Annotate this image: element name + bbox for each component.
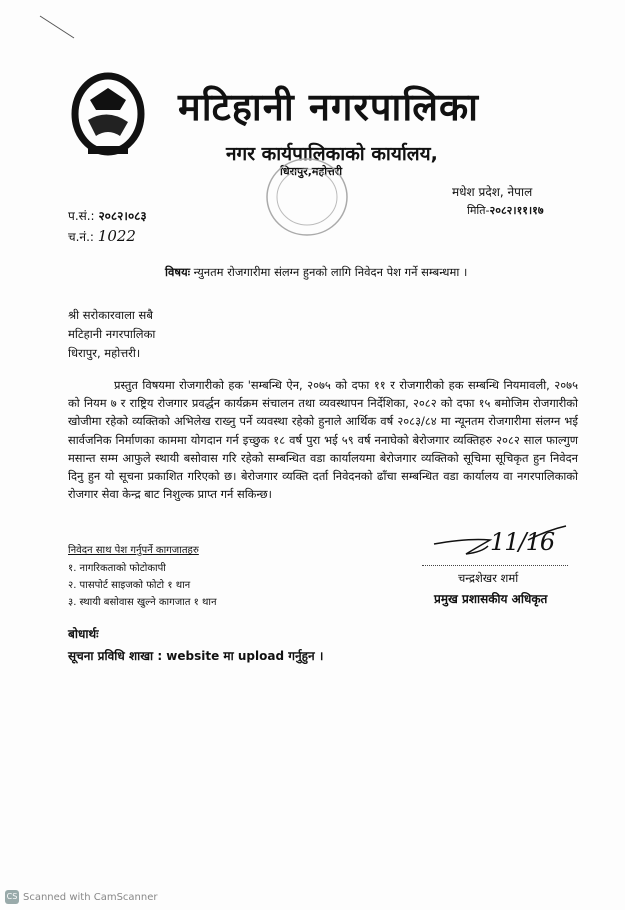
subject-line <box>165 265 467 280</box>
municipality-name: मटिहानी नगरपालिका <box>178 85 479 129</box>
subject-label: विषयः <box>165 265 191 279</box>
cc-line: सूचना प्रविधि शाखा : website मा upload गर्नुहुन । <box>68 649 324 663</box>
subject-text: न्युनतम रोजगारीमा संलग्न हुनको लागि निवेदन पेश गर्ने सम्बन्धमा । <box>193 265 468 279</box>
ref-value: २०८२।०८३ <box>98 209 147 223</box>
dispatch-number <box>68 227 136 245</box>
watermark-text: Scanned with CamScanner <box>23 892 158 903</box>
attachment-item: १. नागरिकताको फोटोकापी <box>68 563 166 574</box>
attachment-item: २. पासपोर्ट साइजको फोटो १ थान <box>68 580 191 591</box>
cc-heading: बोधार्थः <box>68 627 99 641</box>
date-label: मिति- <box>467 204 490 217</box>
reference-number <box>68 207 147 224</box>
city: धिरापुर,महोत्तरी <box>280 165 343 178</box>
signature-mark: 11/16 <box>490 528 555 556</box>
address-line: श्री सरोकारवाला सबै <box>68 308 153 322</box>
dispatch-label: च.नं.: <box>68 230 94 244</box>
dispatch-value: 1022 <box>97 227 136 245</box>
address-line: मटिहानी नगरपालिका <box>68 327 156 341</box>
office-stamp <box>262 155 352 240</box>
ref-label: प.सं.: <box>68 209 95 223</box>
address-line: धिरापुर, महोत्तरी। <box>68 346 141 360</box>
body-paragraph: प्रस्तुत विषयमा रोजगारीको हक 'सम्बन्धि ऐन, २०७५ को दफा ११ र रोजगारीको हक सम्बन्धि नियमावली, २०७५ को नियम ७ र राष्ट्रिय रोजगार प्रवर्द्धन कार्यक्रम संचालन तथा व्यवस्थापन निर्देशिका, २०८२ को दफा १५ बमोजिम रोजगारीको खोजीमा रहेको व्यक्तिको अभिलेख राख्नु पर्ने व्यवस्था रहेको हुनाले आर्थिक वर्ष २०८३/८४ मा न्यूनतम रोजगारीमा संलग्न भई सार्वजनिक निर्माणका काममा योगदान गर्न इच्छुक १८ वर्ष पुरा भई ५९ वर्ष ननाघेको बेरोजगार व्यक्तिहरु २०८२ साल फाल्गुण मसान्त सम्म आफुले स्थायी बसोवास गरि रहेको सम्बन्धित वडा कार्यालयमा बेरोजगार व्यक्तिको सूचिमा सूचिकृत हुन निवेदन दिनु हुन यो सूचना प्रकाशित गरिएको छ। बेरोजगार व्यक्ति दर्ता निवेदनको ढाँचा सम्बन्धित वडा कार्यालय वा नगरपालिकाको रोजगार सेवा केन्द्र बाट निशुल्क प्राप्त गर्न सकिन्छ। <box>68 378 578 502</box>
nepal-emblem-logo <box>68 70 148 158</box>
signature-line <box>422 565 568 566</box>
date-value: २०८२।११।१७ <box>489 204 544 217</box>
scanner-watermark <box>5 890 158 904</box>
signatory-title: प्रमुख प्रशासकीय अधिकृत <box>434 592 548 606</box>
date <box>467 203 544 218</box>
signatory-name: चन्द्रशेखर शर्मा <box>458 571 519 585</box>
camscanner-icon: CS <box>5 890 19 904</box>
office-name: नगर कार्यपालिकाको कार्यालय, <box>226 143 438 165</box>
attachments-heading: निवेदन साथ पेश गर्नुपर्ने कागजातहरु <box>68 545 199 556</box>
province: मधेश प्रदेश, नेपाल <box>452 185 533 199</box>
attachment-item: ३. स्थायी बसोवास खुल्ने कागजात १ थान <box>68 597 217 608</box>
scan-mark <box>38 12 78 42</box>
